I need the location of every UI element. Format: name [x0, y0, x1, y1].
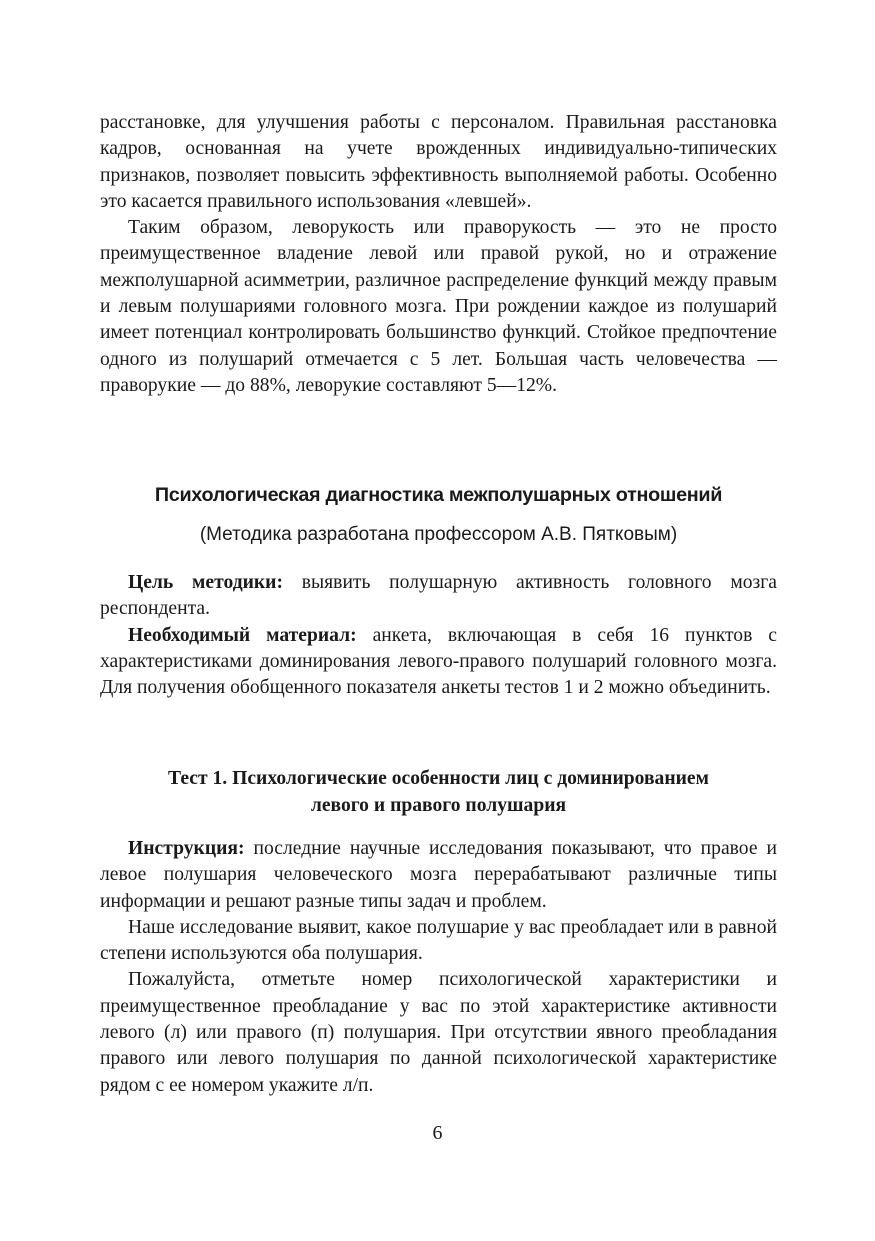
instruction-text: последние научные исследования показывают, что правое и левое полушария человеческого мозга перерабатывают различные типы информации и решают разные типы задач и проблем. — [100, 838, 777, 912]
material-label: Необходимый материал: — [128, 624, 357, 646]
section-title: Психологическая диагностика межполушарных отношений — [154, 484, 723, 506]
paragraph-goal — [100, 570, 777, 623]
paragraph-study: Наше исследование выявит, какое полушарие у вас преобладает или в равной степени используются оба полушария. — [100, 916, 777, 965]
test1-title-line1: Тест 1. Психологические особенности лиц с доминированием — [168, 768, 709, 789]
paragraph-continuation: расстановке, для улучшения работы с персоналом. Правильная расстановка кадров, основанная на учете врожденных индивидуально-типических признаков, позволяет повысить эффективность выполняемой работы. Особенно это касается правильного использования «левшей». — [100, 112, 777, 212]
goal-label: Цель методики: — [128, 572, 283, 593]
intro-text-block — [100, 110, 777, 399]
instruction-block — [100, 836, 777, 1099]
material-text: анкета, включающая в себя 16 пунктов с характеристиками доминирования левого-правого полушарий головного мозга. Для получения обобщенного показателя анкеты тестов 1 и 2 можно объединить. — [100, 624, 777, 699]
instruction-label: Инструкция: — [128, 838, 245, 859]
method-description — [100, 570, 777, 701]
paragraph-instruction — [100, 836, 777, 915]
goal-text: выявить полушарную активность головного мозга респондента. — [100, 572, 777, 620]
test1-title-line2: левого и правого полушария — [310, 795, 567, 816]
test1-title — [100, 765, 777, 819]
paragraph-handedness: Таким образом, леворукость или праворукость — это не просто преимущественное владение левой или правой рукой, но и отражение межполушарной асимметрии, различное распределение функций между правым и левым полушариями головного мозга. При рождении каждое из полушарий имеет потенциал контролировать большинство функций. Стойкое предпочтение одного из полушарий отмечается с 5 лет. Большая часть человечества — праворукие — до 88%, леворукие составляют 5—12%. — [100, 217, 777, 396]
paragraph-material — [100, 623, 777, 702]
page-number: 6 — [432, 1122, 443, 1144]
section-subtitle: (Методика разработана профессором А.В. Пятковым) — [199, 524, 678, 545]
paragraph-please-mark: Пожалуйста, отметьте номер психологической характеристики и преимущественное преобладание у вас по этой характеристике активности левого (л) или правого (п) полушария. При отсутствии явного преобладания правого или левого полушария по данной психологической характеристике рядом с ее номером укажите л/п. — [100, 969, 777, 1096]
